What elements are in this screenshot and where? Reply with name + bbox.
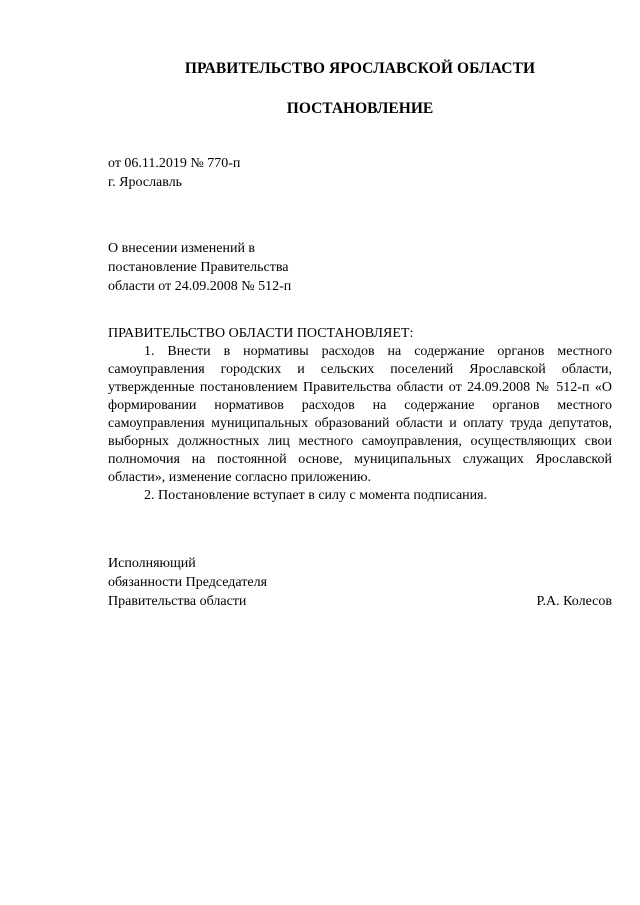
subject-line: О внесении изменений в <box>108 241 256 256</box>
body-paragraph-1: 1. Внести в нормативы расходов на содержание органов местного самоуправления городских и сельских поселений Ярославской области, утвержденные постановлением Правительства области от 24.09.2008 № 512-п «О формировании нормативов расходов на содержание органов местного самоуправления муниципальных образований области и оплату труда депутатов, выборных должностных лиц местного самоуправления, осуществляющих свои полномочия на постоянной основе, муниципальных служащих Ярославской области», изменение согласно приложению. <box>108 344 612 485</box>
decree-phrase: ПРАВИТЕЛЬСТВО ОБЛАСТИ ПОСТАНОВЛЯЕТ: <box>108 326 414 341</box>
signature-position-line: Правительства области <box>108 594 247 609</box>
signature-position-line: обязанности Председателя <box>108 575 268 590</box>
subject-line: области от 24.09.2008 № 512-п <box>108 279 292 294</box>
signer-name: Р.А. Колесов <box>536 594 612 609</box>
subject-line: постановление Правительства <box>108 260 289 275</box>
body-paragraph-2: 2. Постановление вступает в силу с момента подписания. <box>144 488 488 503</box>
signature-row <box>108 592 612 611</box>
document-date-number: от 06.11.2019 № 770-п <box>108 156 241 171</box>
organization-title: ПРАВИТЕЛЬСТВО ЯРОСЛАВСКОЙ ОБЛАСТИ <box>184 60 536 77</box>
document-meta <box>108 154 240 192</box>
document-subject <box>108 239 291 296</box>
document-body <box>108 325 612 505</box>
document-city: г. Ярославль <box>108 175 183 190</box>
signature-position-line: Исполняющий <box>108 556 196 571</box>
signature-block <box>108 554 612 611</box>
document-type-title: ПОСТАНОВЛЕНИЕ <box>286 100 434 117</box>
